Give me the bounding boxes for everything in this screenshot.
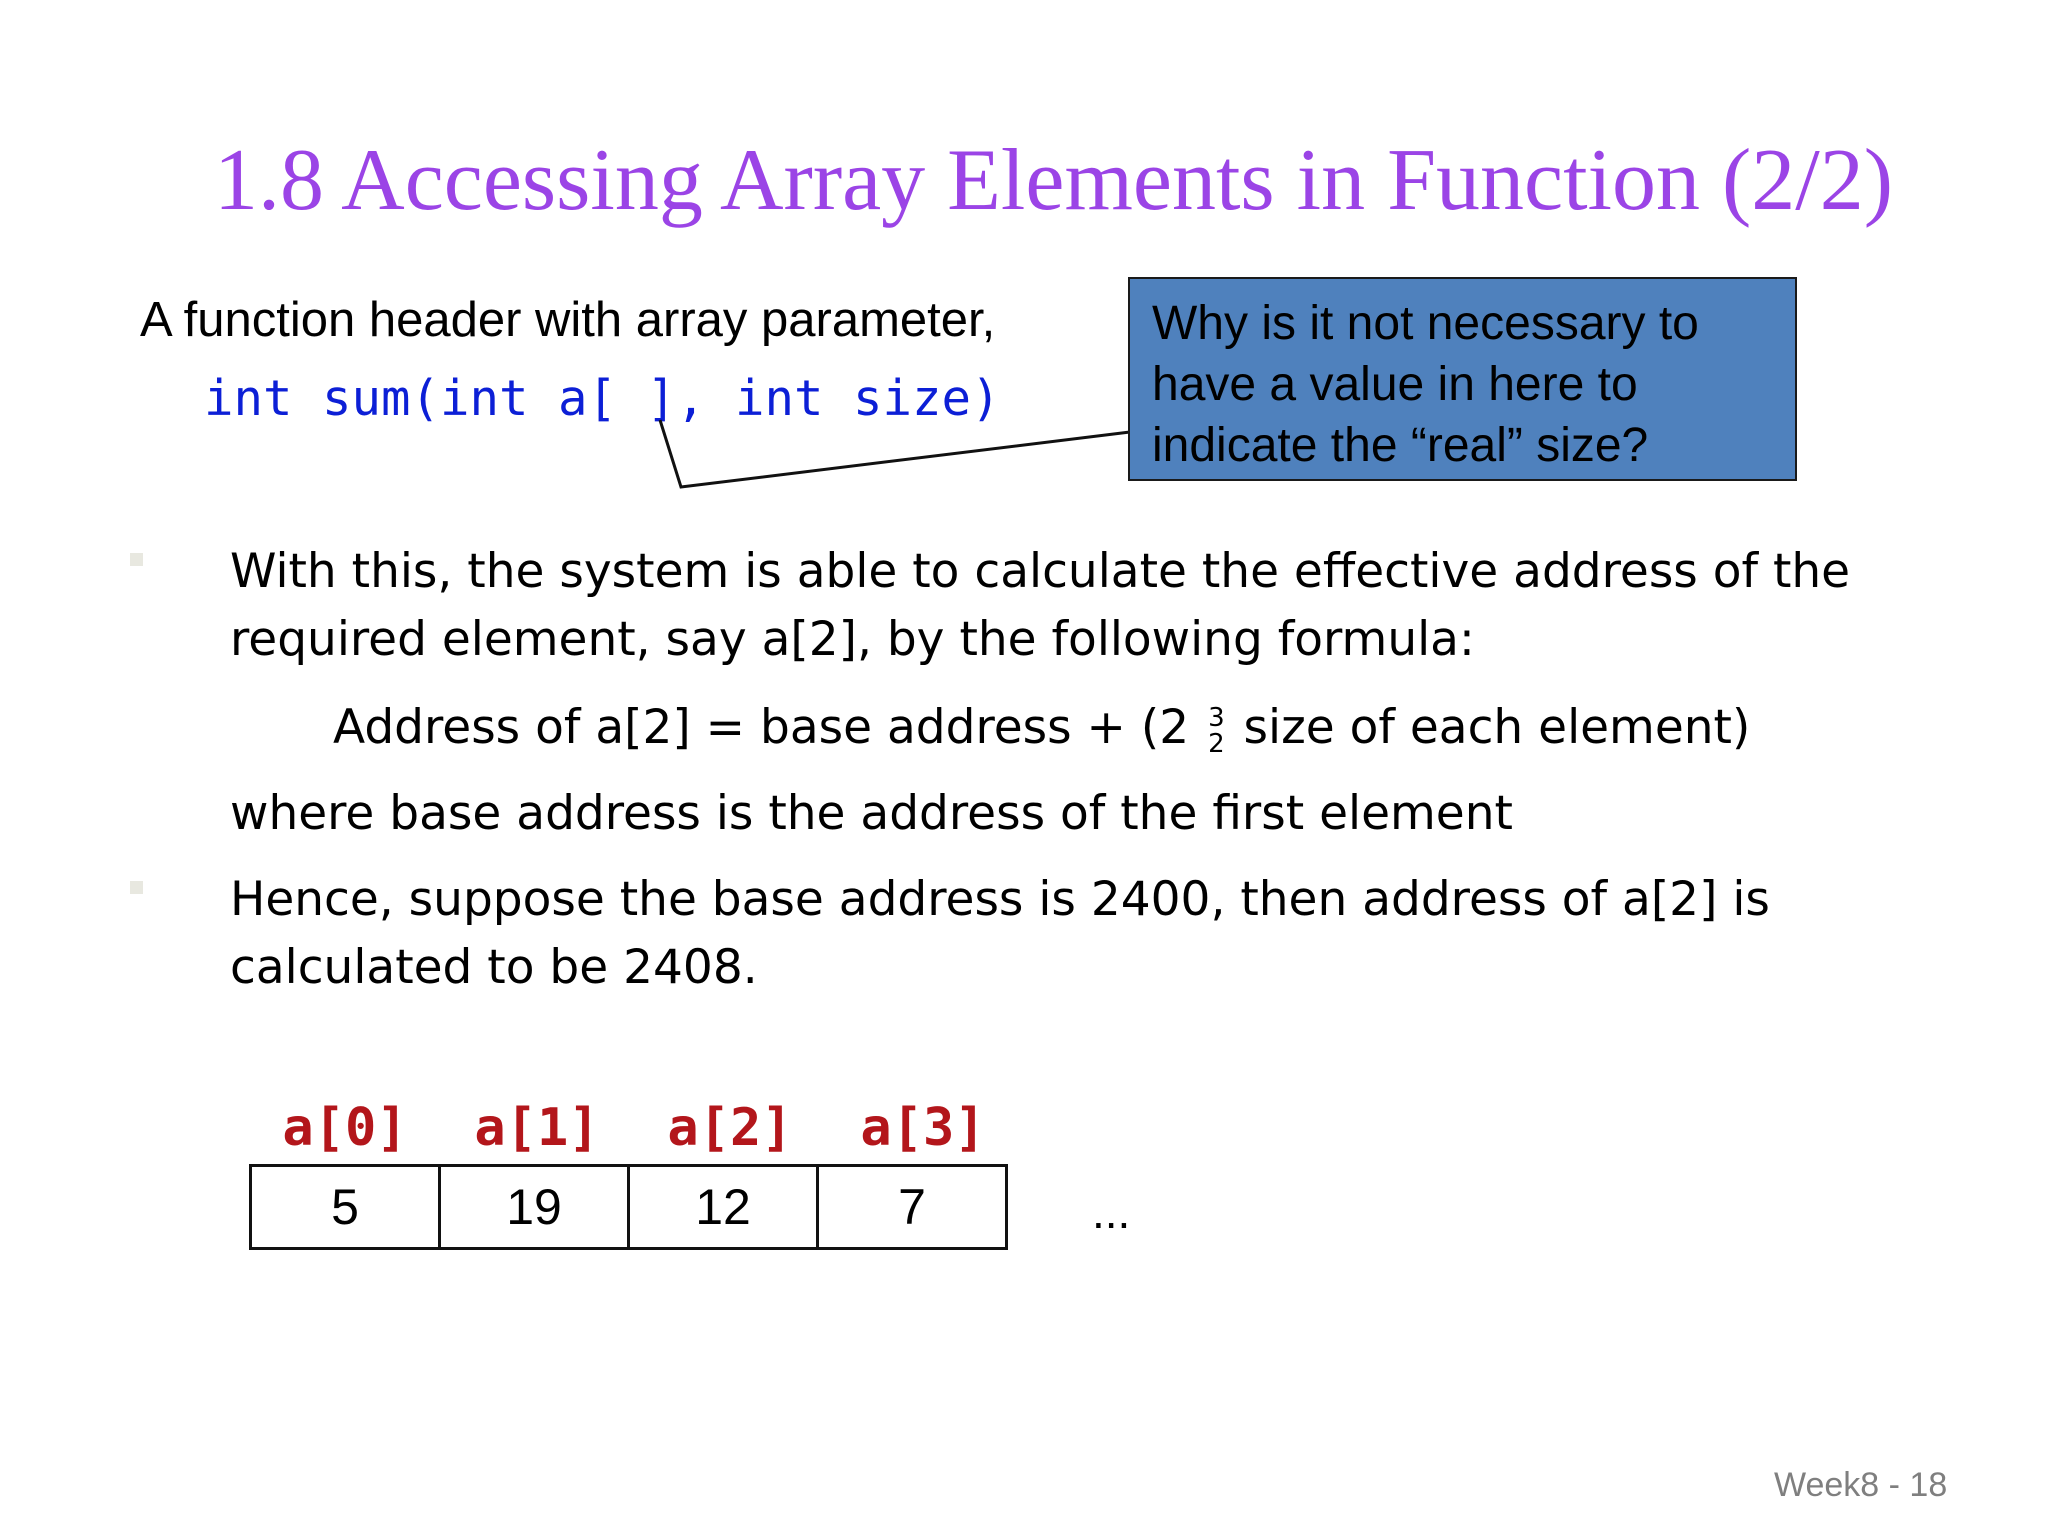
bullet-2-line-2: calculated to be 2408. (230, 940, 758, 995)
callout-line-1: Why is it not necessary to (1152, 297, 1699, 350)
formula-right: size of each element) (1228, 700, 1751, 755)
function-header-code: int sum(int a[ ], int size) (204, 370, 1001, 427)
callout-line-3: indicate the “real” size? (1152, 419, 1649, 472)
array-index-label: a[1] (474, 1098, 600, 1158)
array-index-label: a[0] (282, 1098, 408, 1158)
bullet-marker (130, 553, 143, 566)
array-diagram (249, 1164, 1005, 1250)
array-index-label: a[2] (667, 1098, 793, 1158)
bullet-1-line-1: With this, the system is able to calculate the effective address of the (230, 544, 1851, 599)
fraction-bottom: 2 (1208, 728, 1225, 759)
address-formula (333, 694, 1750, 762)
array-cell: 7 (816, 1164, 1008, 1250)
function-header-caption: A function header with array parameter, (140, 293, 996, 347)
slide-footer: Week8 - 18 (1774, 1466, 1948, 1504)
bullet-marker (130, 881, 143, 894)
bullet-1-line-2: required element, say a[2], by the following formula: (230, 612, 1475, 667)
array-cell: 19 (438, 1164, 630, 1250)
array-continuation: ... (1092, 1186, 1131, 1238)
callout-line-2: have a value in here to (1152, 358, 1638, 411)
callout-box (1128, 277, 1797, 481)
formula-fraction (1208, 702, 1225, 759)
slide-title: 1.8 Accessing Array Elements in Function (2/2) (214, 132, 1894, 229)
base-address-note: where base address is the address of the first element (230, 786, 1513, 841)
array-index-label: a[3] (860, 1098, 986, 1158)
array-cell: 5 (249, 1164, 441, 1250)
formula-left: Address of a[2] = base address + (2 (333, 700, 1205, 755)
bullet-2-line-1: Hence, suppose the base address is 2400, then address of a[2] is (230, 872, 1770, 927)
array-cell: 12 (627, 1164, 819, 1250)
fraction-top: 3 (1208, 702, 1225, 733)
